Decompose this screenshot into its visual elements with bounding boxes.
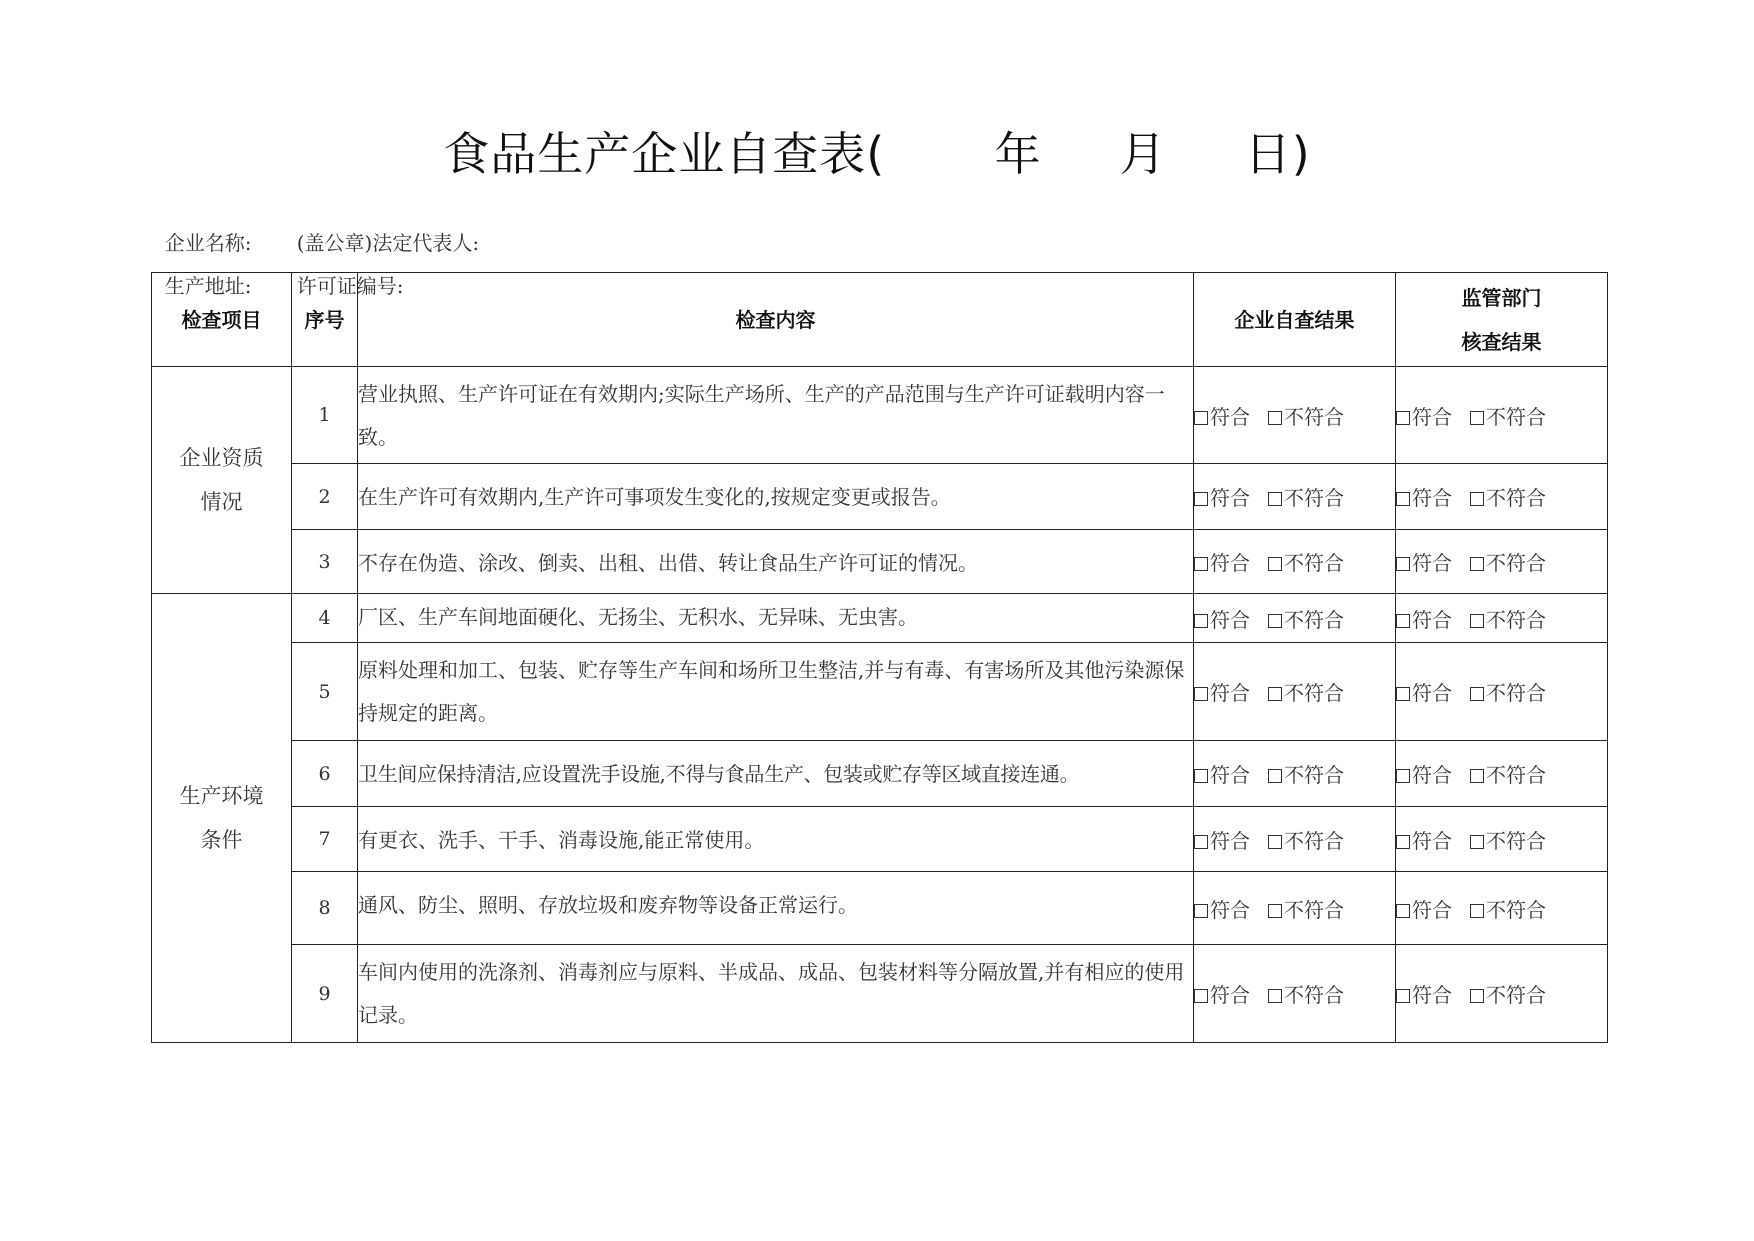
checkbox-icon[interactable] [1470,835,1484,849]
reg-not-comply-option[interactable] [1470,894,1546,923]
not-comply-label: 不符合 [1486,763,1546,787]
self-comply-option[interactable] [1194,401,1250,430]
self-result-cell [1194,464,1396,530]
comply-label: 符合 [1210,983,1250,1007]
header-self-result: 企业自查结果 [1194,273,1396,367]
self-result-cell [1194,741,1396,807]
regulator-result-cell [1396,643,1608,741]
checkbox-icon[interactable] [1268,411,1282,425]
self-comply-option[interactable] [1194,482,1250,511]
checkbox-icon[interactable] [1470,557,1484,571]
self-not-comply-option[interactable] [1268,547,1344,576]
table-header-row [152,273,1608,367]
regulator-result-cell [1396,945,1608,1043]
reg-comply-option[interactable] [1396,825,1452,854]
checkbox-icon[interactable] [1194,411,1208,425]
checkbox-icon[interactable] [1396,614,1410,628]
row-seq: 8 [292,872,358,945]
checkbox-icon[interactable] [1194,769,1208,783]
checkbox-icon[interactable] [1194,492,1208,506]
table-row [152,643,1608,741]
comply-label: 符合 [1210,486,1250,510]
not-comply-label: 不符合 [1284,763,1344,787]
comply-label: 符合 [1412,486,1452,510]
self-not-comply-option[interactable] [1268,604,1344,633]
page-title: 食品生产企业自查表( 年 月 日) [443,127,1311,181]
not-comply-label: 不符合 [1486,828,1546,853]
category-qualification [152,367,292,594]
inspection-table [151,272,1608,1043]
category-line2: 条件 [200,828,243,852]
row-content: 厂区、生产车间地面硬化、无扬尘、无积水、无异味、无虫害。 [358,594,1194,643]
checkbox-icon[interactable] [1268,835,1282,849]
header-content: 检查内容 [358,273,1194,367]
reg-comply-option[interactable] [1396,759,1452,788]
checkbox-icon[interactable] [1396,492,1410,506]
table-row [152,945,1608,1043]
row-seq: 3 [292,530,358,594]
checkbox-icon[interactable] [1268,687,1282,701]
checkbox-icon[interactable] [1194,614,1208,628]
reg-not-comply-option[interactable] [1470,979,1546,1008]
checkbox-icon[interactable] [1268,769,1282,783]
comply-label: 符合 [1210,763,1250,787]
row-seq: 6 [292,741,358,807]
self-result-cell [1194,594,1396,643]
row-content: 原料处理和加工、包装、贮存等生产车间和场所卫生整洁,并与有毒、有害场所及其他污染源保持规定的距离。 [358,643,1194,741]
reg-not-comply-option[interactable] [1470,677,1546,706]
checkbox-icon[interactable] [1194,904,1208,918]
comply-label: 符合 [1210,681,1250,705]
row-seq: 9 [292,945,358,1043]
row-seq: 5 [292,643,358,741]
not-comply-label: 不符合 [1284,681,1344,705]
regulator-result-cell [1396,741,1608,807]
comply-label: 符合 [1412,983,1452,1007]
seal-representative-label: (盖公章)法定代表人: [296,231,480,255]
reg-comply-option[interactable] [1396,401,1452,430]
self-comply-option[interactable] [1194,547,1250,576]
comply-label: 符合 [1412,763,1452,787]
checkbox-icon[interactable] [1470,614,1484,628]
table-row [152,872,1608,945]
checkbox-icon[interactable] [1470,687,1484,701]
reg-not-comply-option[interactable] [1470,547,1546,576]
self-not-comply-option[interactable] [1268,482,1344,511]
not-comply-label: 不符合 [1284,983,1344,1007]
category-line2: 情况 [200,490,243,514]
self-result-cell [1194,367,1396,464]
address-label: 生产地址: [164,274,252,298]
checkbox-icon[interactable] [1396,557,1410,571]
comply-label: 符合 [1210,551,1250,575]
reg-comply-option[interactable] [1396,482,1452,511]
not-comply-label: 不符合 [1284,486,1344,510]
comply-label: 符合 [1412,681,1452,705]
self-not-comply-option[interactable] [1268,979,1344,1008]
row-content: 有更衣、洗手、干手、消毒设施,能正常使用。 [358,807,1194,872]
self-comply-option[interactable] [1194,979,1250,1008]
row-content: 通风、防尘、照明、存放垃圾和废弃物等设备正常运行。 [358,872,1194,945]
comply-label: 符合 [1210,828,1250,853]
reg-comply-option[interactable] [1396,604,1452,633]
reg-not-comply-option[interactable] [1470,759,1546,788]
self-not-comply-option[interactable] [1268,825,1344,854]
reg-comply-option[interactable] [1396,547,1452,576]
table-row [152,741,1608,807]
header-regulator-line2: 核查结果 [1461,329,1542,354]
not-comply-label: 不符合 [1284,897,1344,922]
row-content: 在生产许可有效期内,生产许可事项发生变化的,按规定变更或报告。 [358,464,1194,530]
checkbox-icon[interactable] [1396,835,1410,849]
not-comply-label: 不符合 [1486,404,1546,429]
self-comply-option[interactable] [1194,604,1250,633]
reg-comply-option[interactable] [1396,894,1452,923]
not-comply-label: 不符合 [1486,681,1546,705]
regulator-result-cell [1396,594,1608,643]
checkbox-icon[interactable] [1396,904,1410,918]
header-regulator-result [1396,273,1608,367]
not-comply-label: 不符合 [1284,607,1344,632]
checkbox-icon[interactable] [1470,411,1484,425]
row-content: 卫生间应保持清洁,应设置洗手设施,不得与食品生产、包装或贮存等区域直接连通。 [358,741,1194,807]
checkbox-icon[interactable] [1194,687,1208,701]
table-row [152,807,1608,872]
checkbox-icon[interactable] [1470,904,1484,918]
checkbox-icon[interactable] [1194,835,1208,849]
self-result-cell [1194,530,1396,594]
not-comply-label: 不符合 [1284,828,1344,853]
checkbox-icon[interactable] [1268,904,1282,918]
checkbox-icon[interactable] [1470,492,1484,506]
comply-label: 符合 [1210,897,1250,922]
header-regulator-line1: 监管部门 [1461,285,1542,310]
comply-label: 符合 [1412,897,1452,922]
self-not-comply-option[interactable] [1268,894,1344,923]
reg-comply-option[interactable] [1396,677,1452,706]
checkbox-icon[interactable] [1396,769,1410,783]
not-comply-label: 不符合 [1284,404,1344,429]
table-row [152,464,1608,530]
row-seq: 1 [292,367,358,464]
category-line1: 企业资质 [179,446,264,470]
table-row [152,594,1608,643]
checkbox-icon[interactable] [1268,989,1282,1003]
company-name-label: 企业名称: [164,231,252,255]
row-seq: 4 [292,594,358,643]
not-comply-label: 不符合 [1486,486,1546,510]
table-row [152,367,1608,464]
self-not-comply-option[interactable] [1268,401,1344,430]
regulator-result-cell [1396,464,1608,530]
comply-label: 符合 [1412,404,1452,429]
checkbox-icon[interactable] [1396,411,1410,425]
not-comply-label: 不符合 [1284,551,1344,575]
self-not-comply-option[interactable] [1268,677,1344,706]
row-content: 车间内使用的洗涤剂、消毒剂应与原料、半成品、成品、包装材料等分隔放置,并有相应的使用记录。 [358,945,1194,1043]
self-comply-option[interactable] [1194,759,1250,788]
checkbox-icon[interactable] [1470,769,1484,783]
self-comply-option[interactable] [1194,894,1250,923]
reg-not-comply-option[interactable] [1470,401,1546,430]
comply-label: 符合 [1412,607,1452,632]
row-content: 不存在伪造、涂改、倒卖、出租、出借、转让食品生产许可证的情况。 [358,530,1194,594]
self-result-cell [1194,807,1396,872]
self-result-cell [1194,643,1396,741]
checkbox-icon[interactable] [1470,989,1484,1003]
comply-label: 符合 [1412,828,1452,853]
not-comply-label: 不符合 [1486,897,1546,922]
category-line1: 生产环境 [179,784,264,808]
checkbox-icon[interactable] [1396,687,1410,701]
table-row [152,530,1608,594]
comply-label: 符合 [1210,404,1250,429]
comply-label: 符合 [1210,607,1250,632]
self-result-cell [1194,945,1396,1043]
checkbox-icon[interactable] [1194,557,1208,571]
checkbox-icon[interactable] [1268,614,1282,628]
not-comply-label: 不符合 [1486,983,1546,1007]
not-comply-label: 不符合 [1486,551,1546,575]
license-number-label: 许可证编号: [296,274,404,298]
row-seq: 7 [292,807,358,872]
reg-not-comply-option[interactable] [1470,604,1546,633]
reg-comply-option[interactable] [1396,979,1452,1008]
checkbox-icon[interactable] [1268,492,1282,506]
not-comply-label: 不符合 [1486,607,1546,632]
regulator-result-cell [1396,530,1608,594]
regulator-result-cell [1396,872,1608,945]
checkbox-icon[interactable] [1194,989,1208,1003]
header-item: 检查项目 [152,273,292,367]
regulator-result-cell [1396,807,1608,872]
regulator-result-cell [1396,367,1608,464]
self-not-comply-option[interactable] [1268,759,1344,788]
checkbox-icon[interactable] [1268,557,1282,571]
checkbox-icon[interactable] [1396,989,1410,1003]
reg-not-comply-option[interactable] [1470,482,1546,511]
header-seq: 序号 [292,273,358,367]
row-seq: 2 [292,464,358,530]
self-comply-option[interactable] [1194,825,1250,854]
row-content: 营业执照、生产许可证在有效期内;实际生产场所、生产的产品范围与生产许可证载明内容一致。 [358,367,1194,464]
self-comply-option[interactable] [1194,677,1250,706]
comply-label: 符合 [1412,551,1452,575]
self-result-cell [1194,872,1396,945]
reg-not-comply-option[interactable] [1470,825,1546,854]
category-environment [152,594,292,1043]
